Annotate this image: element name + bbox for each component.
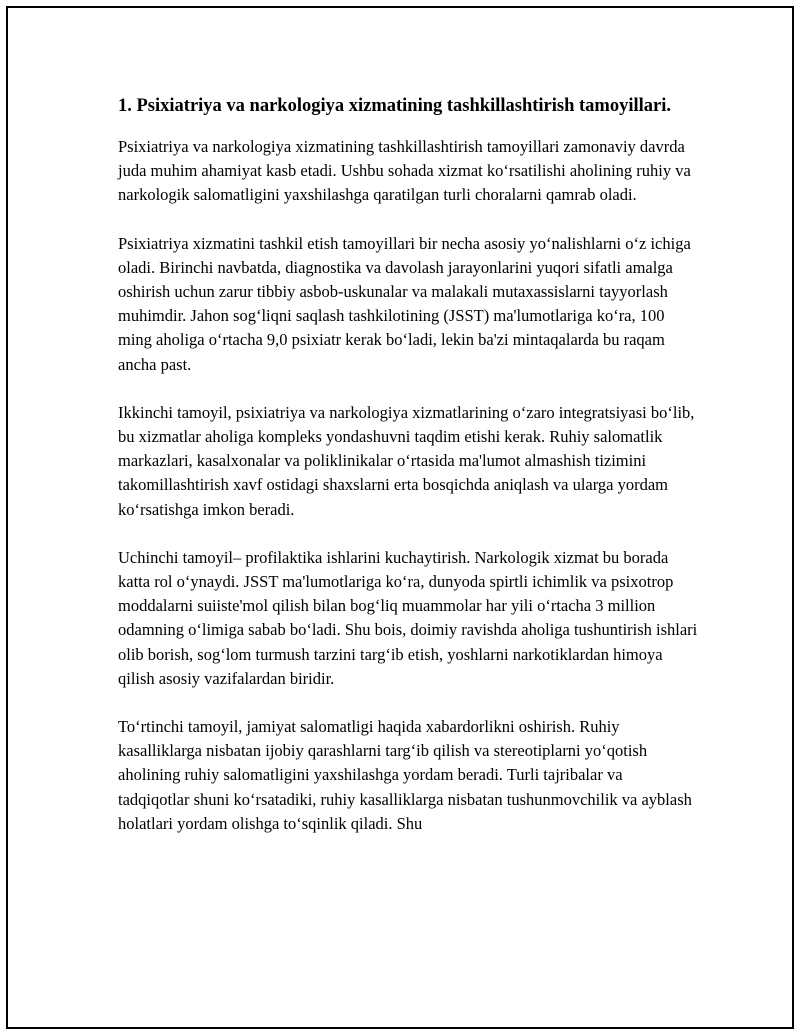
paragraph-2: Psixiatriya xizmatini tashkil etish tamoyillari bir necha asosiy yo‘nalishlarni o‘z ichiga oladi. Birinchi navbatda, diagnostika va davolash jarayonlarini yuqori sifatli amalga oshirish uchun zarur tibbiy asbob-uskunalar va malakali mutaxassislarni tayyorlash muhimdir. Jahon sog‘liqni saqlash tashkilotining (JSST) ma'lumotlariga ko‘ra, 100 ming aholiga o‘rtacha 9,0 psixiatr kerak bo‘ladi, lekin ba'zi mintaqalarda bu raqam ancha past. <box>118 233 691 374</box>
paragraph-1: Psixiatriya va narkologiya xizmatining tashkillashtirish tamoyillari zamonaviy davrda juda muhim ahamiyat kasb etadi. Ushbu sohada xizmat ko‘rsatilishi aholining ruhiy va narkologik salomatligini yaxshilashga qaratilgan turli choralarni qamrab oladi. <box>118 137 691 205</box>
section-heading: 1. Psixiatriya va narkologiya xizmatining tashkillashtirish tamoyillari. <box>118 96 671 116</box>
paragraph-5: To‘rtinchi tamoyil, jamiyat salomatligi haqida xabardorlikni oshirish. Ruhiy kasalliklarga nisbatan ijobiy qarashlarni targ‘ib qilish va stereotiplarni yo‘qotish aholining ruhiy salomatligini yaxshilashga yordam beradi. Turli tajribalar va tadqiqotlar shuni ko‘rsatadiki, ruhiy kasalliklarga nisbatan tushunmovchilik va ayblash holatlari yordam olishga to‘sqinlik qiladi. Shu <box>118 717 692 833</box>
paragraph-4: Uchinchi tamoyil– profilaktika ishlarini kuchaytirish. Narkologik xizmat bu borada katta rol o‘ynaydi. JSST ma'lumotlariga ko‘ra, dunyoda spirtli ichimlik va psixotrop moddalarni suiiste'mol qilish bilan bog‘liq muammolar har yili o‘rtacha 3 million odamning o‘limiga sabab bo‘ladi. Shu bois, doimiy ravishda aholiga tushuntirish ishlari olib borish, sog‘lom turmush tarzini targ‘ib etish, yoshlarni narkotiklardan himoya qilish asosiy vazifalardan biridir. <box>118 547 698 688</box>
document-body <box>118 94 698 860</box>
paragraph-3: Ikkinchi tamoyil, psixiatriya va narkologiya xizmatlarining o‘zaro integratsiyasi bo‘lib, bu xizmatlar aholiga kompleks yondashuvni taqdim etishi kerak. Ruhiy salomatlik markazlari, kasalxonalar va poliklinikalar o‘rtasida ma'lumot almashish tizimini takomillashtirish xavf ostidagi shaxslarni erta bosqichda aniqlash va ularga yordam ko‘rsatishga imkon beradi. <box>118 402 695 519</box>
